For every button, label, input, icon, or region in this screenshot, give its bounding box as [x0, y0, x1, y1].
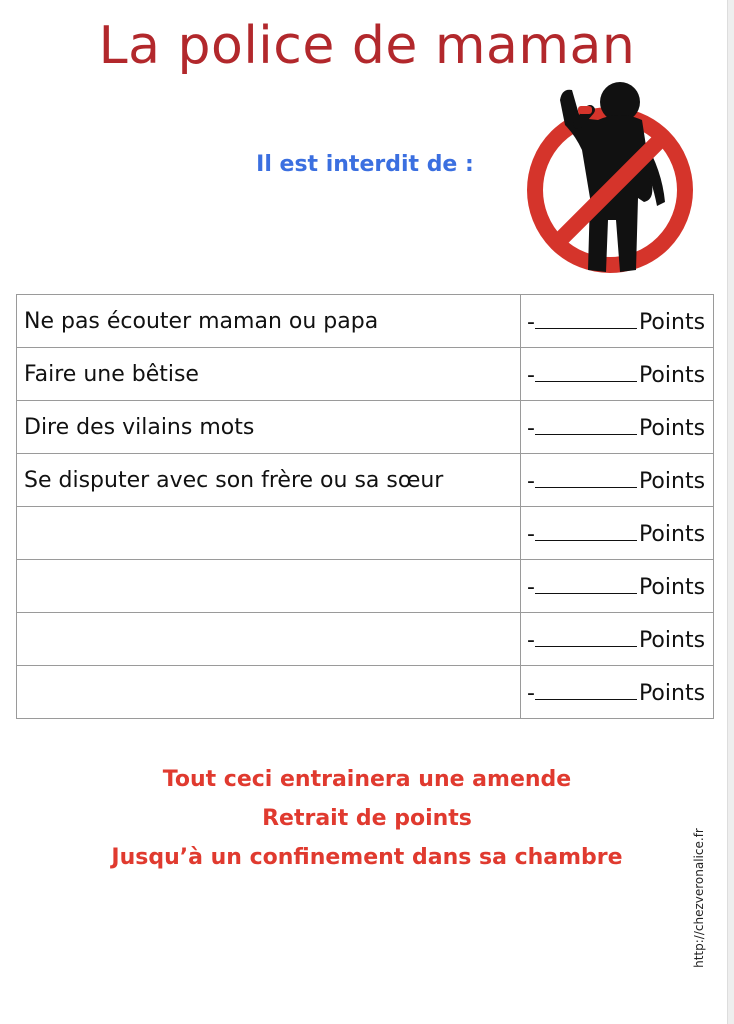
- points-cell: [521, 666, 714, 719]
- points-blank: [535, 626, 637, 647]
- footer-line-3: Jusqu’à un confinement dans sa chambre: [111, 845, 623, 870]
- rule-label: [17, 613, 521, 666]
- footer-line-2: Retrait de points: [262, 806, 472, 831]
- points-unit: Points: [638, 574, 706, 600]
- points-prefix: -: [527, 415, 535, 441]
- footer: [0, 760, 734, 877]
- points-prefix: -: [527, 362, 535, 388]
- credit-url: http://chezveronalice.fr: [692, 828, 706, 968]
- table-row: [17, 348, 714, 401]
- rule-label: Ne pas écouter maman ou papa: [17, 295, 521, 348]
- points-unit: Points: [638, 627, 706, 653]
- rule-label: Faire une bêtise: [17, 348, 521, 401]
- points-unit: Points: [638, 521, 706, 547]
- footer-line-1: Tout ceci entrainera une amende: [162, 767, 572, 792]
- points-cell: [521, 507, 714, 560]
- rule-label: [17, 666, 521, 719]
- points-unit: Points: [638, 468, 706, 494]
- points-prefix: -: [527, 521, 535, 547]
- points-unit: Points: [638, 362, 706, 388]
- points-prefix: -: [527, 574, 535, 600]
- points-blank: [535, 308, 637, 329]
- points-cell: [521, 560, 714, 613]
- points-cell: [521, 454, 714, 507]
- table-row: [17, 454, 714, 507]
- points-prefix: -: [527, 627, 535, 653]
- table-row: [17, 613, 714, 666]
- rule-label: Dire des vilains mots: [17, 401, 521, 454]
- rules-table: [16, 294, 714, 719]
- subtitle: Il est interdit de :: [256, 152, 474, 177]
- rule-label: [17, 507, 521, 560]
- points-blank: [535, 414, 637, 435]
- points-cell: [521, 401, 714, 454]
- table-row: [17, 295, 714, 348]
- page-title: La police de maman: [98, 16, 636, 76]
- table-row: [17, 666, 714, 719]
- rule-label: Se disputer avec son frère ou sa sœur: [17, 454, 521, 507]
- points-blank: [535, 520, 637, 541]
- points-cell: [521, 613, 714, 666]
- points-prefix: -: [527, 680, 535, 706]
- table-row: [17, 560, 714, 613]
- points-prefix: -: [527, 468, 535, 494]
- points-unit: Points: [638, 680, 706, 706]
- rule-label: [17, 560, 521, 613]
- no-entry-person-icon: [520, 80, 700, 280]
- points-blank: [535, 679, 637, 700]
- table-row: [17, 507, 714, 560]
- points-blank: [535, 467, 637, 488]
- points-unit: Points: [638, 309, 706, 335]
- points-blank: [535, 573, 637, 594]
- points-cell: [521, 348, 714, 401]
- table-row: [17, 401, 714, 454]
- points-unit: Points: [638, 415, 706, 441]
- points-cell: [521, 295, 714, 348]
- points-blank: [535, 361, 637, 382]
- points-prefix: -: [527, 309, 535, 335]
